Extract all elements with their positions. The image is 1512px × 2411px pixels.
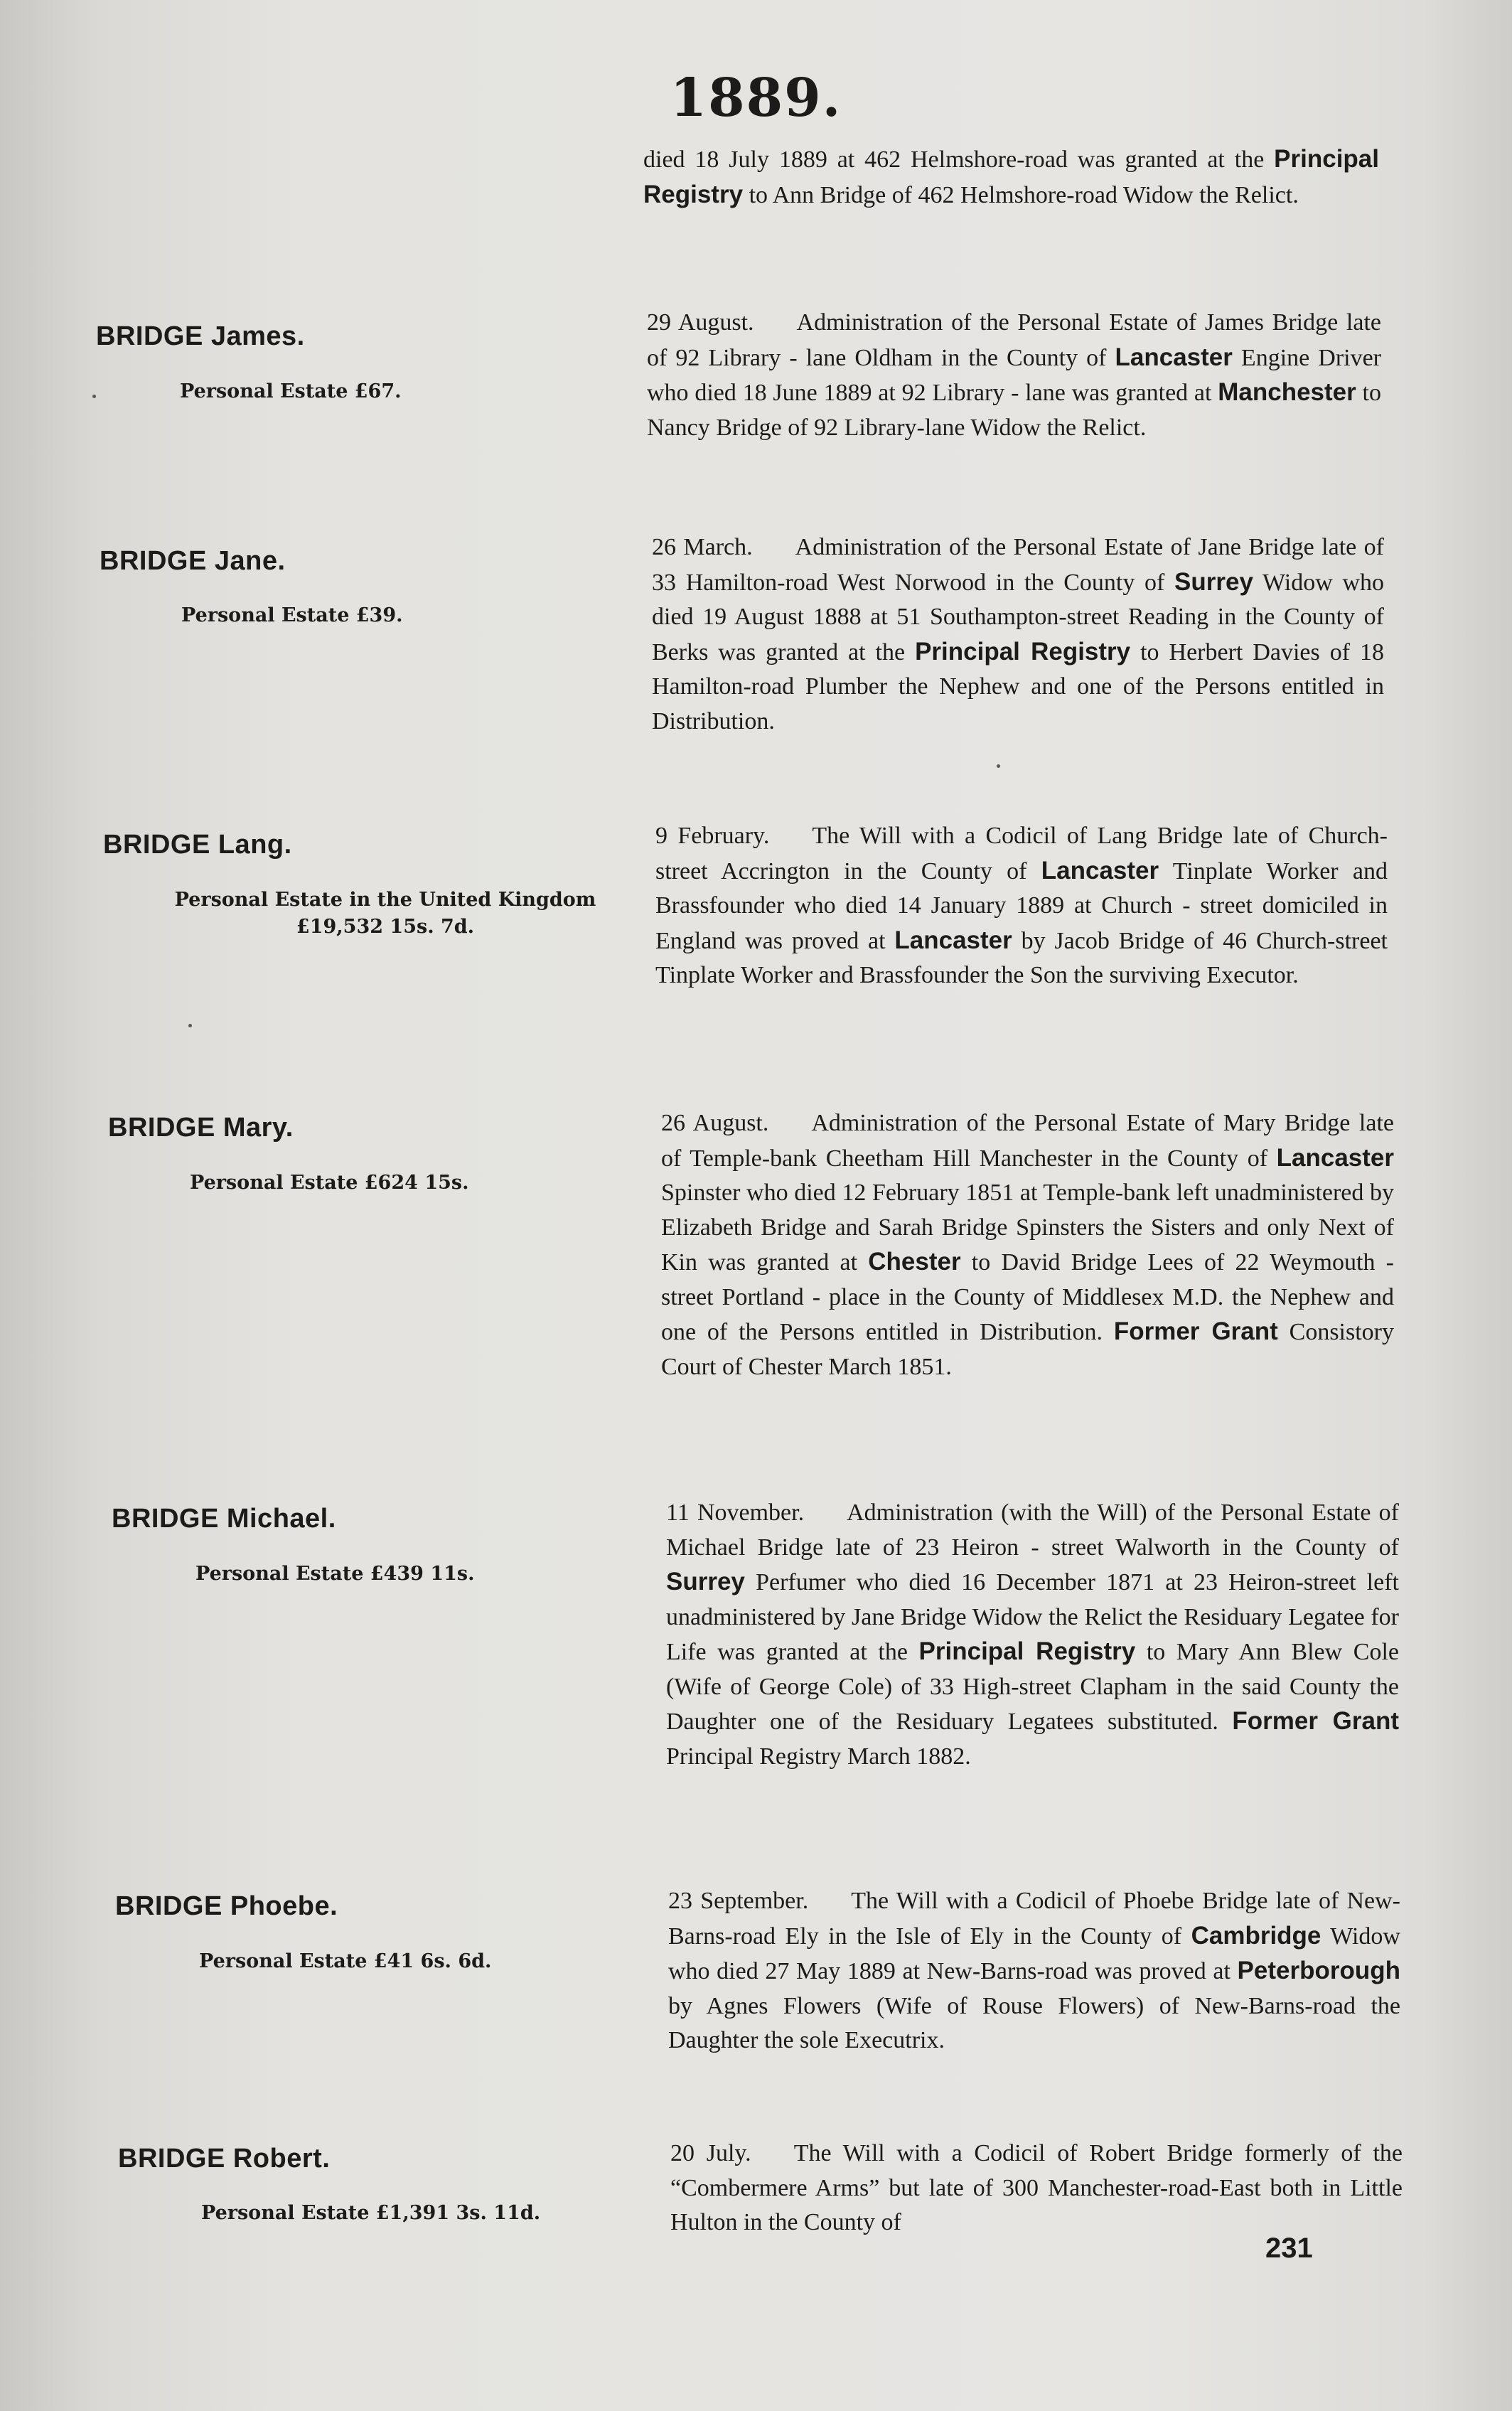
estate-line: Personal Estate in the United Kingdom — [174, 889, 596, 911]
entry-text: 11 November. Administration (with the Will) of the Personal Estate of Michael Bridge late of 23 Heiron - street Walworth in the County of Surrey Perfumer who died 16 December 1871 at 23 Heiron-street left unadministered by Jane Bridge Widow the Relict the Residuary Legatee for Life was granted at the Principal Registry to Mary Ann Blew Cole (Wife of George Cole) of 33 High-street Clapham in the said County the Daughter one of the Residuary Legatees substituted. Former Grant Principal Registry March 1882. — [666, 1499, 1399, 1770]
entry-text: 26 August. Administration of the Personal Estate of Mary Bridge late of Temple-bank Cheetham Hill Manchester in the County of Lancaster Spinster who died 12 February 1851 at Temple-bank left unadministered by Elizabeth Bridge and Sarah Bridge Spinsters the Sisters and only Next of Kin was granted at Chester to David Bridge Lees of 22 Weymouth - street Portland - place in the County of Middlesex M.D. the Nephew and one of the Persons entitled in Distribution. Former Grant Consistory Court of Chester March 1851. — [661, 1110, 1394, 1380]
estate-value: Personal Estate £41 6s. 6d. — [199, 1950, 492, 1972]
entry-name: BRIDGE Robert. — [118, 2144, 331, 2174]
entry-name: BRIDGE Mary. — [108, 1113, 294, 1143]
estate-line: £19,532 15s. 7d. — [296, 916, 475, 938]
estate-value: Personal Estate £439 11s. — [195, 1563, 475, 1585]
entry-name: BRIDGE Phoebe. — [115, 1891, 338, 1921]
continuation-entry-text: died 18 July 1889 at 462 Helmshore-road was granted at the Principal Registry to Ann Bridge of 462 Helmshore-road Widow the Relict. — [643, 145, 1379, 208]
paper-speck — [188, 1024, 192, 1027]
estate-value: Personal Estate £624 15s. — [190, 1172, 469, 1194]
paper-speck — [997, 764, 1000, 768]
estate-value — [158, 887, 613, 941]
entry-text: 20 July. The Will with a Codicil of Robert Bridge formerly of the “Combermere Arms” but late of 300 Manchester-road-East both in Little Hulton in the County of — [670, 2140, 1403, 2235]
estate-value: Personal Estate £39. — [181, 604, 403, 626]
entry-text: 23 September. The Will with a Codicil of Phoebe Bridge late of New-Barns-road Ely in the Isle of Ely in the County of Cambridge Widow who died 27 May 1889 at New-Barns-road was proved at Peterborough by Agnes Flowers (Wife of Rouse Flowers) of New-Barns-road the Daughter the sole Executrix. — [668, 1888, 1400, 2053]
entry-name: BRIDGE Jane. — [100, 546, 286, 576]
entry-name: BRIDGE Michael. — [112, 1504, 336, 1534]
page-year-heading: 1889. — [670, 68, 842, 129]
entry-text: 29 August. Administration of the Personal Estate of James Bridge late of 92 Library - lane Oldham in the County of Lancaster Engine Driver who died 18 June 1889 at 92 Library - lane was granted at Manchester to Nancy Bridge of 92 Library-lane Widow the Relict. — [647, 309, 1381, 441]
entry-text: 26 March. Administration of the Personal Estate of Jane Bridge late of 33 Hamilton-road West Norwood in the County of Surrey Widow who died 19 August 1888 at 51 Southampton-street Reading in the County of Berks was granted at the Principal Registry to Herbert Davies of 18 Hamilton-road Plumber the Nephew and one of the Persons entitled in Distribution. — [652, 534, 1384, 734]
entry-name: BRIDGE Lang. — [103, 830, 292, 860]
paper-speck — [92, 395, 96, 398]
estate-value: Personal Estate £67. — [180, 380, 402, 402]
entry-name: BRIDGE James. — [96, 321, 305, 351]
estate-value: Personal Estate £1,391 3s. 11d. — [201, 2202, 541, 2224]
page-number: 231 — [1265, 2233, 1313, 2264]
entry-text: 9 February. The Will with a Codicil of Lang Bridge late of Church-street Accrington in the County of Lancaster Tinplate Worker and Brassfounder who died 14 January 1889 at Church - street domiciled in England was proved at Lancaster by Jacob Bridge of 46 Church-street Tinplate Worker and Brassfounder the Son the surviving Executor. — [655, 823, 1388, 988]
